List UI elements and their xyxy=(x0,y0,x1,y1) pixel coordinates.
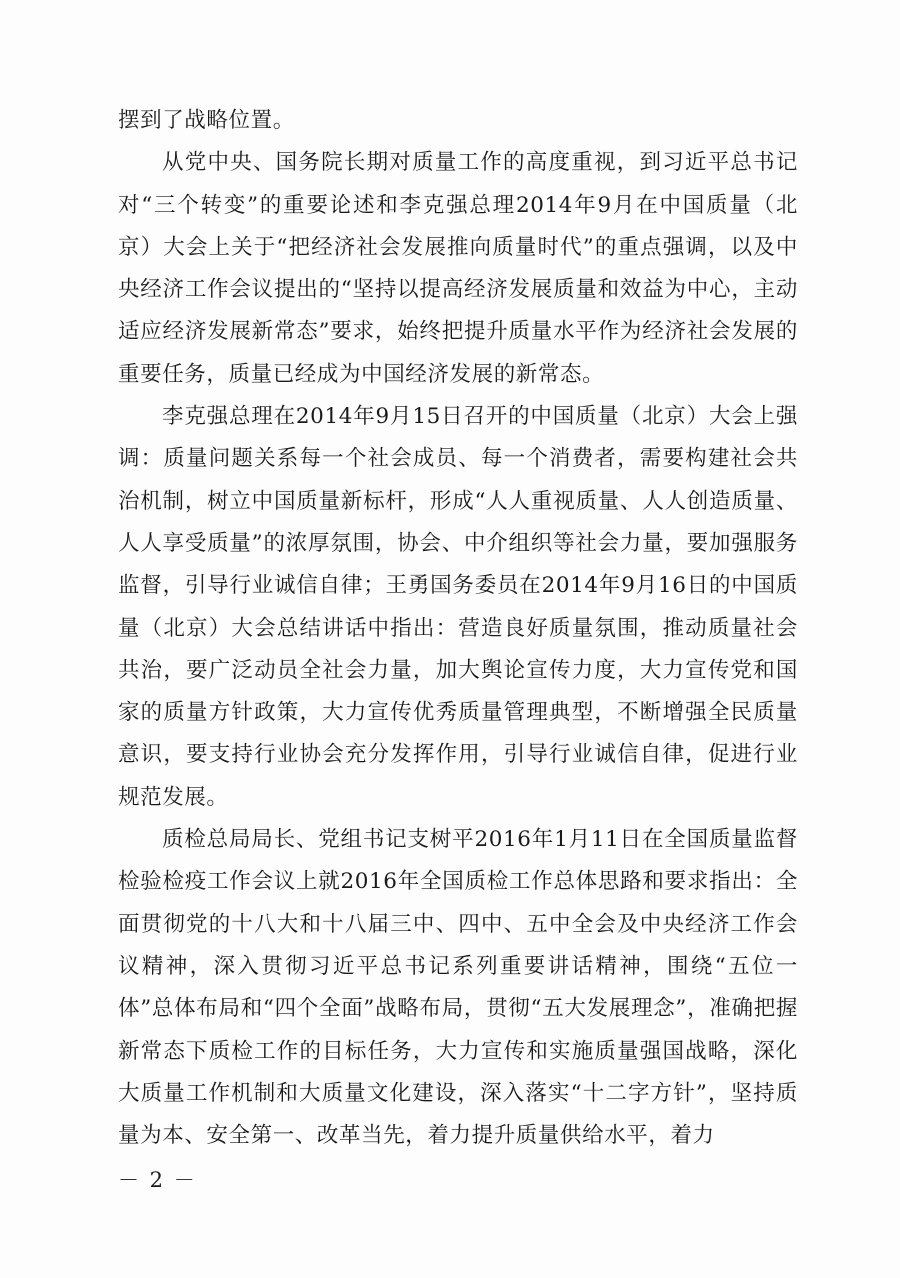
body-text xyxy=(118,100,798,1157)
paragraph-quality-policy: 从党中央、国务院长期对质量工作的高度重视，到习近平总书记对“三个转变”的重要论述和李克强总理2014年9月在中国质量（北京）大会上关于“把经济社会发展推向质量时代”的重点强调，以及中央经济工作会议提出的“坚持以提高经济发展质量和效益为中心，主动适应经济发展新常态”要求，始终把提升质量水平作为经济社会发展的重要任务，质量已经成为中国经济发展的新常态。 xyxy=(118,150,798,387)
paragraph-aqsiq-meeting: 质检总局局长、党组书记支树平2016年1月11日在全国质量监督检验检疫工作会议上就2016年全国质检工作总体思路和要求指出：全面贯彻党的十八大和十八届三中、四中、五中全会及中央经济工作会议精神，深入贯彻习近平总书记系列重要讲话精神，围绕“五位一体”总体布局和“四个全面”战略布局，贯彻“五大发展理念”，准确把握新常态下质检工作的目标任务，大力宣传和实施质量强国战略，深化大质量工作机制和大质量文化建设，深入落实“十二字方针”，坚持质量为本、安全第一、改革当先，着力提升质量供给水平，着力 xyxy=(118,827,798,1149)
page-number: － 2 － xyxy=(118,1168,197,1192)
paragraph-premier-speech: 李克强总理在2014年9月15日召开的中国质量（北京）大会上强调：质量问题关系每一个社会成员、每一个消费者，需要构建社会共治机制，树立中国质量新标杆，形成“人人重视质量、人人创造质量、人人享受质量”的浓厚氛围，协会、中介组织等社会力量，要加强服务监督，引导行业诚信自律；王勇国务委员在2014年9月16日的中国质量（北京）大会总结讲话中指出：营造良好质量氛围，推动质量社会共治，要广泛动员全社会力量，加大舆论宣传力度，大力宣传党和国家的质量方针政策，大力宣传优秀质量管理典型，不断增强全民质量意识，要支持行业协会充分发挥作用，引导行业诚信自律，促进行业规范发展。 xyxy=(118,404,798,810)
paragraph-continuation: 摆到了战略位置。 xyxy=(118,108,295,133)
